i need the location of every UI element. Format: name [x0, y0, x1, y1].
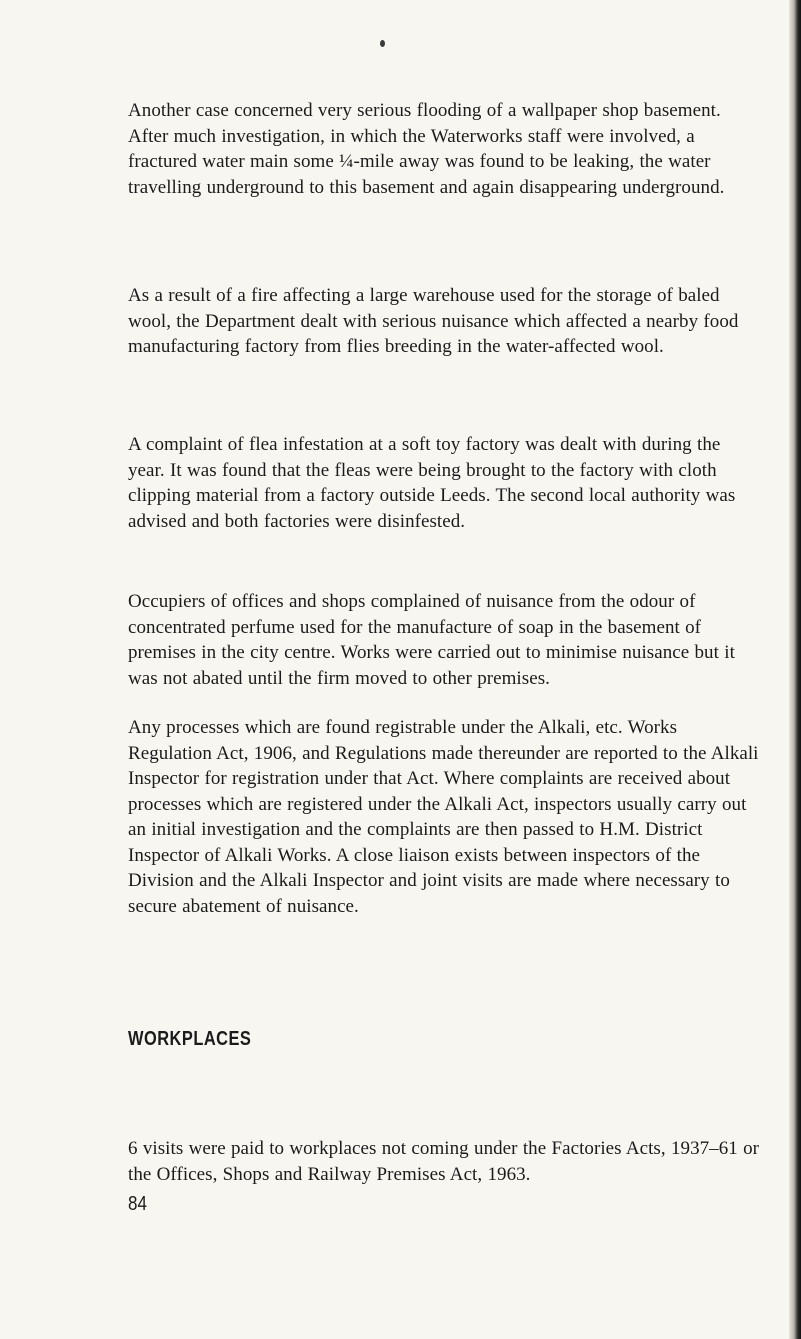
paragraph-perfume-odour: Occupiers of offices and shops complained of nuisance from the odour of concentrated perfume used for the manufacture of soap in the basement of premises in the city centre. Works were carried out to minimise nuisance but it was not abated until the firm moved to other premises. — [128, 591, 735, 689]
paragraph-workplaces-visits: 6 visits were paid to workplaces not coming under the Factories Acts, 1937–61 or the Offices, Shops and Railway Premises Act, 1963. — [128, 1138, 760, 1185]
paragraph-flea-infestation: A complaint of flea infestation at a soft toy factory was dealt with during the year. It was found that the fleas were being brought to the factory with cloth clipping material from a factory outside Leeds. The second local authority was advised and both factories were disinfested. — [128, 434, 736, 532]
paragraph-flooding: Another case concerned very serious flooding of a wallpaper shop basement. After much investigation, in which the Waterworks staff were involved, a fractured water main some ¼-mile away was found to be leaking, the water travelling underground to this basement and again disappearing underground. — [128, 100, 725, 198]
section-heading-workplaces: WORKPLACES — [128, 1028, 252, 1050]
page-binding-edge — [789, 0, 801, 1339]
page-number: 84 — [128, 1193, 147, 1215]
print-speck — [380, 40, 385, 47]
paragraph-alkali-act: Any processes which are found registrable under the Alkali, etc. Works Regulation Act, 1906, and Regulations made thereunder are reported to the Alkali Inspector for registration under that Act. Where complaints are received about processes which are registered under the Alkali Act, inspectors usually carry out an initial investigation and the complaints are then passed to H.M. District Inspector of Alkali Works. A close liaison exists between inspectors of the Division and the Alkali Inspector and joint visits are made where necessary to secure abatement of nuisance. — [128, 717, 759, 917]
paragraph-fire-wool: As a result of a fire affecting a large warehouse used for the storage of baled wool, the Department dealt with serious nuisance which affected a nearby food manufacturing factory from flies breeding in the water-affected wool. — [128, 285, 739, 357]
